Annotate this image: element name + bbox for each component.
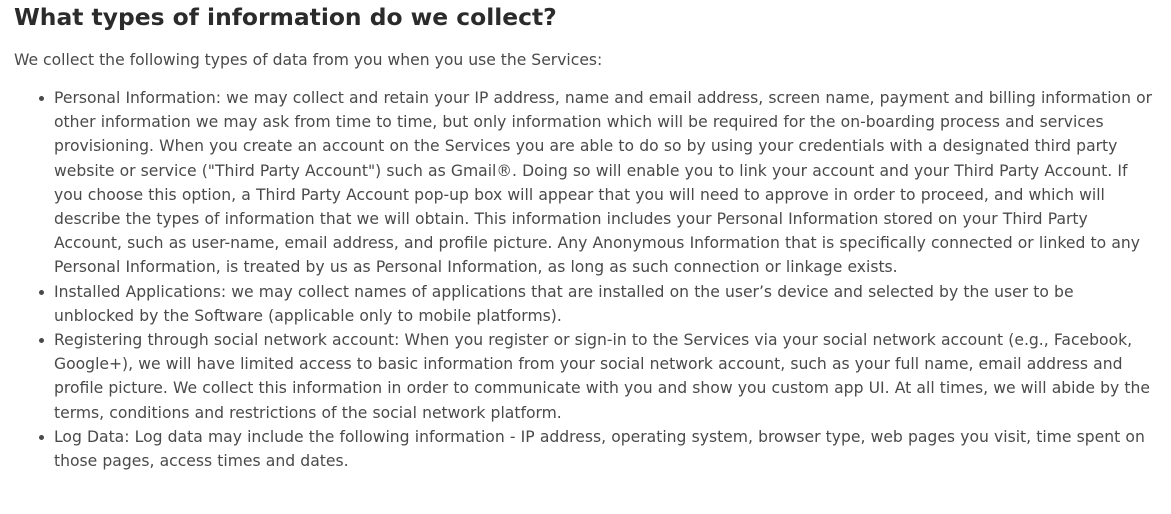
collected-data-list — [14, 86, 1157, 473]
list-item-personal-information — [14, 86, 1157, 280]
list-item-text: Log Data: Log data may include the following information - IP address, operating system, browser type, web pages you visit, time spent on those pages, access times and dates. — [54, 427, 1145, 471]
bullet-icon — [39, 435, 44, 440]
list-item-text: Installed Applications: we may collect names of applications that are installed on the user’s device and selected by the user to be unblocked by the Software (applicable only to mobile platforms). — [54, 282, 1074, 325]
list-item-log-data — [14, 425, 1157, 473]
intro-paragraph: We collect the following types of data from you when you use the Services: — [14, 51, 603, 69]
list-item-text: Personal Information: we may collect and retain your IP address, name and email address, screen name, payment and billing information or other information we may ask from time to time, but only information which will be required for the on-boarding process and services provisioning. When you create an account on the Services you are able to do so by using your credentials with a designated third party website or service ("Third Party Account") such as Gmail®. Doing so will enable you to link your account and your Third Party Account. If you choose this option, a Third Party Account pop-up box will appear that you will need to approve in order to proceed, and which will describe the types of information that we will obtain. This information includes your Personal Information stored on your Third Party Account, such as user-name, email address, and profile picture. Any Anonymous Information that is specifically connected or linked to any Personal Information, is treated by us as Personal Information, as long as such connection or linkage exists. — [54, 89, 1153, 277]
bullet-icon — [39, 290, 44, 295]
list-item-social-network — [14, 328, 1157, 425]
section-title: What types of information do we collect? — [14, 3, 557, 31]
bullet-icon — [39, 338, 44, 343]
bullet-icon — [39, 96, 44, 101]
list-item-text: Registering through social network account: When you register or sign-in to the Services via your social network account (e.g., Facebook, Google+), we will have limited access to basic information from your social network account, such as your full name, email address and profile picture. We collect this information in order to communicate with you and show you custom app UI. At all times, we will abide by the terms, conditions and restrictions of the social network platform. — [54, 331, 1150, 422]
list-item-installed-applications — [14, 280, 1157, 328]
